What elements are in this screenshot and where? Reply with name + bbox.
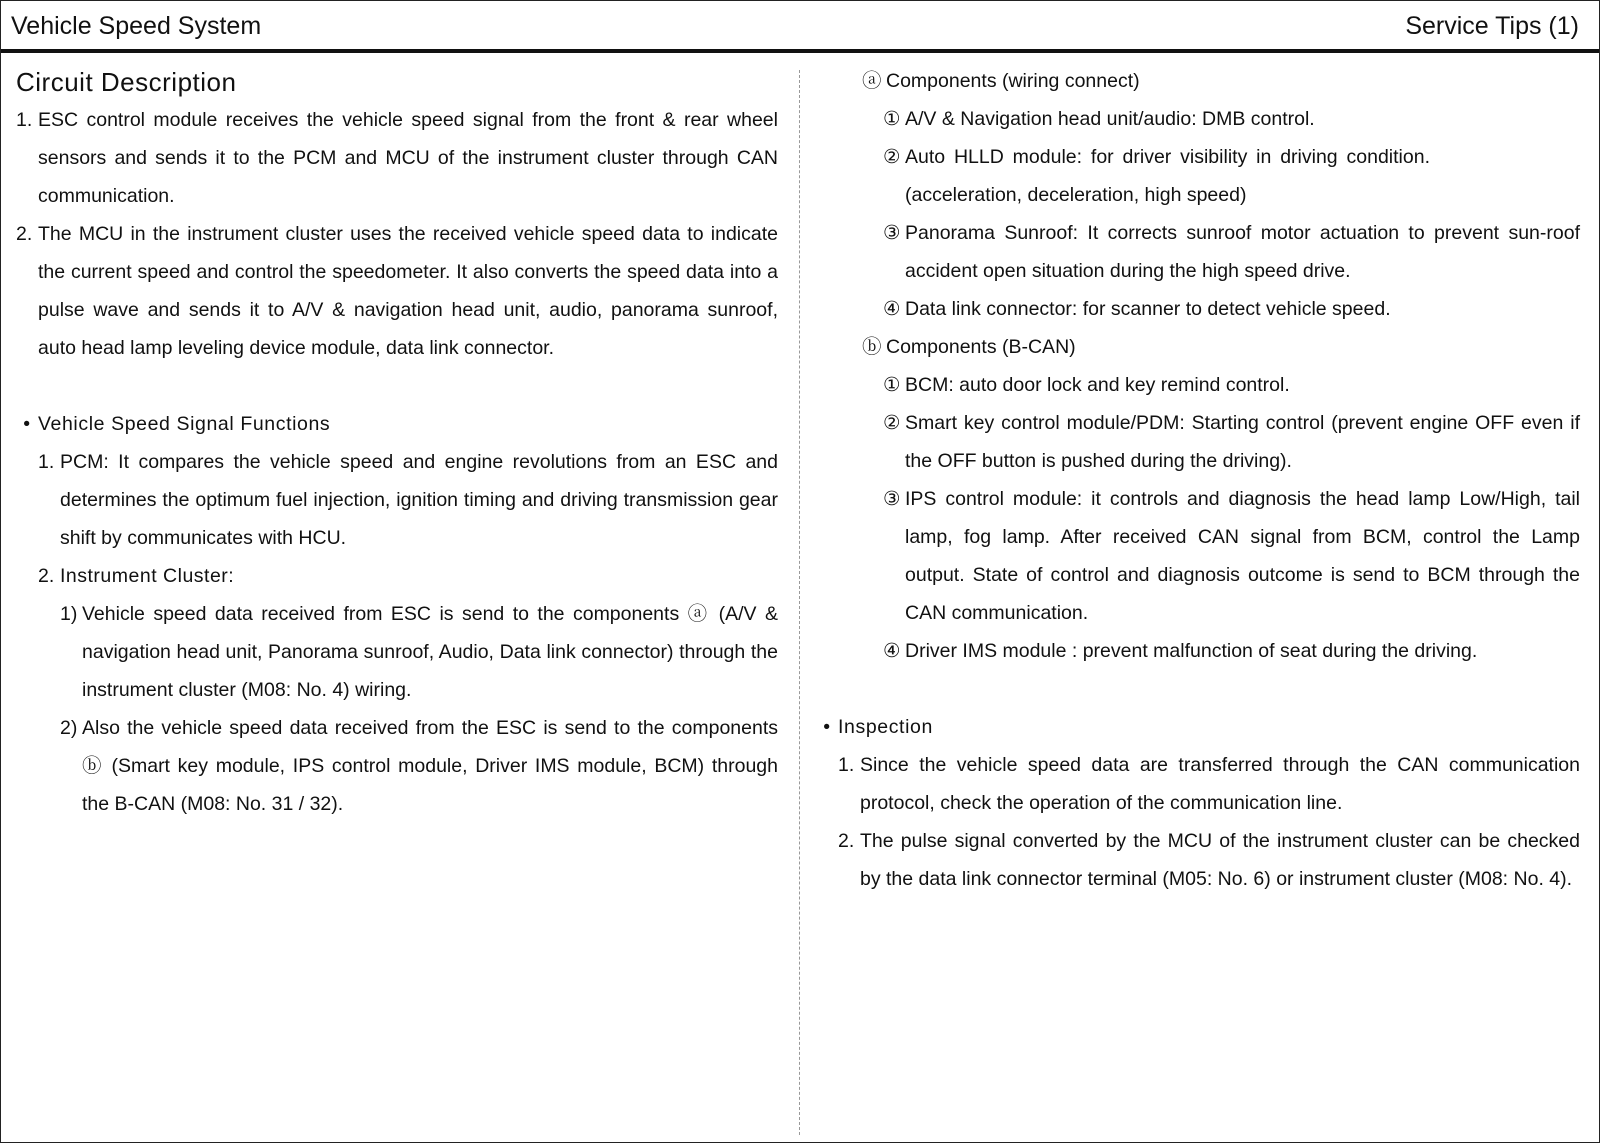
circled-number-icon: ① bbox=[883, 374, 901, 396]
spacer bbox=[862, 670, 1580, 708]
circled-number-icon: ② bbox=[883, 412, 901, 434]
group-a-item bbox=[862, 138, 1580, 214]
group-b-item bbox=[862, 632, 1580, 670]
group-b-heading-text: Components (B-CAN) bbox=[886, 336, 1076, 358]
item-text: Also the vehicle speed data received from the ESC is send to the components ⓑ (Smart key module, IPS control module, Driver IMS module, BCM) through the B-CAN (M08: No. 31 / 32). bbox=[82, 717, 778, 815]
right-column bbox=[823, 62, 1580, 898]
item-text: BCM: auto door lock and key remind control. bbox=[905, 374, 1290, 396]
item-number: 2. bbox=[16, 223, 33, 245]
circled-number-icon: ④ bbox=[883, 640, 901, 662]
circled-a-icon: ⓐ bbox=[862, 70, 882, 92]
item-number: 1. bbox=[38, 451, 55, 473]
group-a-heading bbox=[862, 62, 1580, 100]
item-text: ESC control module receives the vehicle speed signal from the front & rear wheel sensors and sends it to the PCM and MCU of the instrument cluster through CAN communication. bbox=[38, 109, 778, 207]
column-divider bbox=[799, 70, 800, 1135]
bullet-icon: • bbox=[823, 716, 831, 738]
functions-heading bbox=[16, 405, 778, 443]
group-a-item bbox=[862, 214, 1580, 290]
item-number: 2. bbox=[838, 830, 855, 852]
circled-number-icon: ③ bbox=[883, 488, 901, 510]
group-b-heading bbox=[862, 328, 1580, 366]
item-number: 1. bbox=[838, 754, 855, 776]
item-text: The MCU in the instrument cluster uses the received vehicle speed data to indicate the current speed and control the speedometer. It also converts the speed data into a pulse wave and sends it to A/V & navigation head unit, audio, panorama sunroof, auto head lamp leveling device module, data link connector. bbox=[38, 223, 778, 359]
item-text: IPS control module: it controls and diagnosis the head lamp Low/High, tail lamp, fog lamp. After received CAN signal from BCM, control the Lamp output. State of control and diagnosis outcome is send to BCM through the CAN communication. bbox=[905, 488, 1580, 624]
item-text: Panorama Sunroof: It corrects sunroof motor actuation to prevent sun-roof accident open situation during the high speed drive. bbox=[905, 222, 1580, 282]
document-title: Vehicle Speed System bbox=[11, 12, 262, 40]
item-text: Since the vehicle speed data are transferred through the CAN communication protocol, check the operation of the communication line. bbox=[860, 754, 1580, 814]
item-text: Instrument Cluster: bbox=[60, 565, 235, 587]
functions-heading-text: Vehicle Speed Signal Functions bbox=[38, 413, 331, 435]
circled-number-icon: ④ bbox=[883, 298, 901, 320]
item-text: A/V & Navigation head unit/audio: DMB control. bbox=[905, 108, 1315, 130]
cluster-sub-item bbox=[16, 709, 778, 823]
item-number: 2) bbox=[60, 717, 78, 739]
group-b-item bbox=[862, 480, 1580, 632]
left-column bbox=[16, 62, 778, 823]
page-header bbox=[1, 1, 1599, 53]
group-a-heading-text: Components (wiring connect) bbox=[886, 70, 1140, 92]
item-text: Smart key control module/PDM: Starting control (prevent engine OFF even if the OFF button is pushed during the driving). bbox=[905, 412, 1580, 472]
item-number: 2. bbox=[38, 565, 55, 587]
circled-b-icon: ⓑ bbox=[862, 336, 882, 358]
item-text: Driver IMS module : prevent malfunction of seat during the driving. bbox=[905, 640, 1478, 662]
inspection-heading bbox=[816, 708, 1580, 746]
inspection-heading-text: Inspection bbox=[838, 716, 933, 738]
item-number: 1. bbox=[16, 109, 33, 131]
inspection-item bbox=[838, 822, 1580, 898]
circled-number-icon: ② bbox=[883, 146, 901, 168]
cluster-sub-item bbox=[16, 595, 778, 709]
item-text: Auto HLLD module: for driver visibility in driving condition. (acceleration, deceleration, high speed) bbox=[905, 146, 1430, 206]
bullet-icon: • bbox=[23, 413, 31, 435]
description-item bbox=[16, 215, 778, 367]
page-label: Service Tips (1) bbox=[1405, 12, 1579, 40]
item-number: 1) bbox=[60, 603, 78, 625]
spacer bbox=[16, 367, 778, 405]
circled-number-icon: ① bbox=[883, 108, 901, 130]
item-text: PCM: It compares the vehicle speed and engine revolutions from an ESC and determines the optimum fuel injection, ignition timing and driving transmission gear shift by communicates with HCU. bbox=[60, 451, 778, 549]
function-item bbox=[16, 443, 778, 557]
group-a-item bbox=[862, 290, 1580, 328]
inspection-item bbox=[838, 746, 1580, 822]
group-a-item bbox=[862, 100, 1580, 138]
group-b-item bbox=[862, 404, 1580, 480]
group-b-item bbox=[862, 366, 1580, 404]
description-item bbox=[16, 101, 778, 215]
item-text: Data link connector: for scanner to detect vehicle speed. bbox=[905, 298, 1391, 320]
item-text: Vehicle speed data received from ESC is send to the components ⓐ (A/V & navigation head unit, Panorama sunroof, Audio, Data link connector) through the instrument cluster (M08: No. 4) wiring. bbox=[82, 603, 778, 701]
item-text: The pulse signal converted by the MCU of the instrument cluster can be checked by the data link connector terminal (M05: No. 6) or instrument cluster (M08: No. 4). bbox=[860, 830, 1580, 890]
function-item bbox=[16, 557, 778, 595]
section-title: Circuit Description bbox=[16, 67, 237, 97]
circled-number-icon: ③ bbox=[883, 222, 901, 244]
